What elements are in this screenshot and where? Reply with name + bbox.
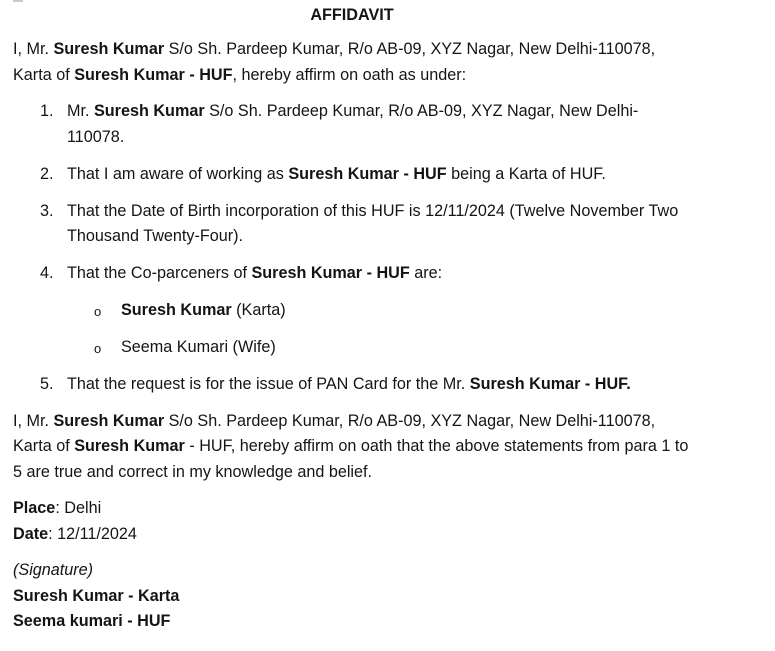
coparcener-item bbox=[67, 335, 693, 361]
item-bold: Suresh Kumar - HUF bbox=[251, 264, 410, 282]
intro-name: Suresh Kumar bbox=[53, 40, 165, 58]
place-label: Place bbox=[13, 499, 56, 517]
closing-name: Suresh Kumar bbox=[53, 411, 165, 430]
item-text: being a Karta of HUF. bbox=[446, 164, 606, 183]
item-number: 1. bbox=[40, 102, 54, 120]
statement-item bbox=[13, 99, 693, 150]
item-number: 5. bbox=[40, 374, 54, 393]
statement-item bbox=[13, 162, 693, 188]
coparcener-text: Seema Kumari (Wife) bbox=[121, 337, 276, 356]
place-value: : Delhi bbox=[55, 499, 102, 517]
item-text: S/o Sh. Pardeep Kumar, R/o AB-09, XYZ Nagar, New Delhi-110078. bbox=[67, 102, 639, 146]
coparcener-list bbox=[67, 298, 693, 361]
statement-item bbox=[13, 372, 693, 398]
statement-list bbox=[13, 99, 693, 397]
closing-name: Suresh Kumar bbox=[74, 437, 185, 455]
closing-text: - HUF, hereby affirm on oath that the above statements from para 1 to 5 are true and correct in my knowledge and belief. bbox=[13, 437, 689, 481]
document-title: AFFIDAVIT bbox=[310, 6, 394, 24]
item-text: Mr. bbox=[67, 102, 94, 120]
signatory-karta: Suresh Kumar - Karta bbox=[13, 586, 180, 605]
intro-text: S/o Sh. Pardeep Kumar, R/o AB-09, XYZ Nagar, New Delhi-110078, bbox=[164, 40, 656, 58]
bullet-icon: o bbox=[94, 340, 102, 356]
intro-huf: Suresh Kumar - HUF bbox=[74, 65, 233, 84]
item-text: are: bbox=[409, 264, 443, 282]
date-value: : 12/11/2024 bbox=[48, 524, 137, 543]
item-bold: Suresh Kumar - HUF bbox=[288, 164, 447, 183]
item-text: That the request is for the issue of PAN Card for the Mr. bbox=[67, 374, 470, 393]
statement-item bbox=[13, 261, 693, 360]
closing-paragraph bbox=[13, 409, 693, 486]
item-number: 2. bbox=[40, 164, 54, 183]
item-text: That I am aware of working as bbox=[67, 164, 289, 183]
coparcener-name: Suresh Kumar bbox=[121, 300, 232, 319]
item-number: 3. bbox=[40, 201, 54, 220]
affidavit-document bbox=[13, 0, 693, 635]
closing-text: S/o Sh. Pardeep Kumar, R/o AB-09, XYZ Nagar, New Delhi-110078, bbox=[164, 411, 656, 430]
item-number: 4. bbox=[40, 264, 54, 282]
coparcener-item bbox=[67, 298, 693, 324]
item-text: That the Co-parceners of bbox=[67, 264, 252, 282]
item-text: That the Date of Birth incorporation of this HUF is 12/11/2024 (Twelve November Two Thousand Twenty-Four). bbox=[67, 201, 679, 245]
intro-text: I, Mr. bbox=[13, 40, 54, 58]
closing-text: I, Mr. bbox=[13, 411, 54, 430]
signature-placeholder: (Signature) bbox=[13, 561, 94, 579]
coparcener-role: (Karta) bbox=[231, 300, 286, 319]
date-label: Date bbox=[13, 524, 49, 543]
item-bold: Suresh Kumar - HUF. bbox=[469, 374, 631, 393]
intro-paragraph bbox=[13, 37, 693, 88]
item-bold: Suresh Kumar bbox=[93, 102, 205, 120]
closing-text: Karta of bbox=[13, 437, 75, 455]
statement-item bbox=[13, 199, 693, 250]
intro-text: , hereby affirm on oath as under: bbox=[232, 65, 467, 84]
place-line bbox=[13, 496, 693, 547]
signature-block bbox=[13, 558, 693, 584]
bullet-icon: o bbox=[94, 303, 102, 319]
signatory-huf: Seema kumari - HUF bbox=[13, 612, 171, 630]
intro-text: Karta of bbox=[13, 65, 75, 84]
signature-names bbox=[13, 584, 693, 635]
